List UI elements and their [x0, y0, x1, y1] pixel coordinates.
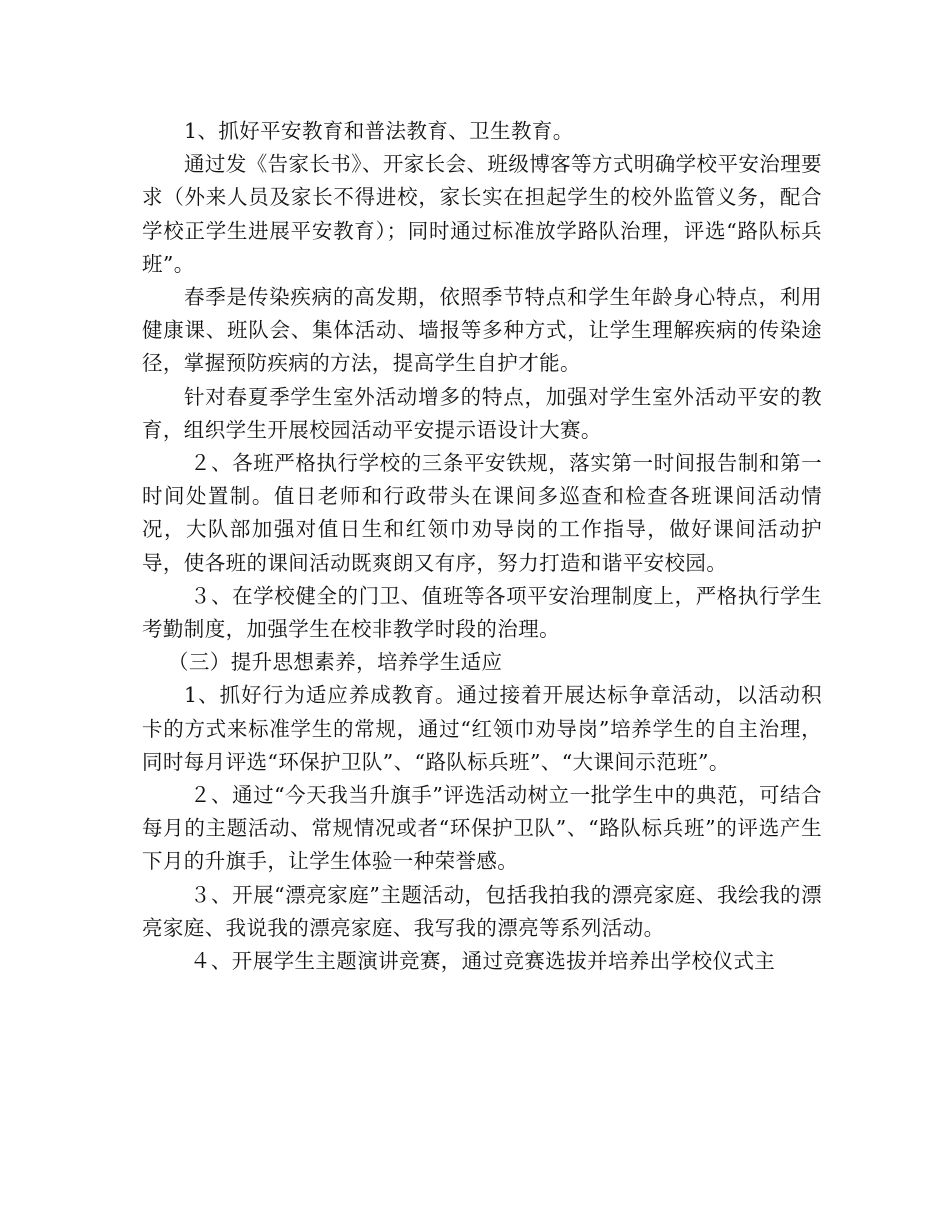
paragraph-spring-disease: 春季是传染疾病的高发期，依照季节特点和学生年龄身心特点，利用健康课、班队会、集体活动、墙报等多种方式，让学生理解疾病的传染途径，掌握预防疾病的方法，提高学生自护才能。 [142, 285, 822, 376]
paragraph-attendance: ３、在学校健全的门卫、值班等各项平安治理制度上，严格执行学生考勤制度，加强学生在校非教学时段的治理。 [142, 583, 822, 642]
paragraph-outdoor-safety: 针对春夏季学生室外活动增多的特点，加强对学生室外活动平安的教育，组织学生开展校园活动平安提示语设计大赛。 [142, 384, 822, 442]
paragraph-speech-contest: ４、开展学生主题演讲竞赛，通过竞赛选拔并培养出学校仪式主 [190, 949, 776, 974]
paragraph-beautiful-family: ３、开展“漂亮家庭”主题活动，包括我拍我的漂亮家庭、我绘我的漂亮家庭、我说我的漂亮家庭、我写我的漂亮等系列活动。 [142, 882, 822, 940]
paragraph-behavior-habits: 1、抓好行为适应养成教育。通过接着开展达标争章活动，以活动积卡的方式来标准学生的常规，通过“红领巾劝导岗”培养学生的自主治理，同时每月评选“环保护卫队”、“路队标兵班”、“大课间示范班”。 [142, 683, 822, 774]
section-heading-three: （三）提升思想素养，培养学生适应 [168, 650, 503, 675]
paragraph-flag-raiser: ２、通过“今天我当升旗手”评选活动树立一批学生中的典范，可结合每月的主题活动、常规情况或者“环保护卫队”、“路队标兵班”的评选产生下月的升旗手，让学生体验一种荣誉感。 [142, 783, 822, 874]
paragraph-safety-rules: ２、各班严格执行学校的三条平安铁规，落实第一时间报告制和第一时间处置制。值日老师和行政带头在课间多巡查和检查各班课间活动情况，大队部加强对值日生和红领巾劝导岗的工作指导，做好课间活动护导，使各班的课间活动既爽朗又有序，努力打造和谐平安校园。 [142, 451, 822, 575]
document-page [142, 115, 822, 978]
paragraph-safety-education-heading: 1、抓好平安教育和普法教育、卫生教育。 [184, 119, 574, 143]
paragraph-parent-letter: 通过发《告家长书》、开家长会、班级博客等方式明确学校平安治理要求（外来人员及家长不得进校，家长实在担起学生的校外监管义务，配合学校正学生进展平安教育）；同时通过标准放学路队治理，评选“路队标兵班”。 [142, 152, 822, 276]
